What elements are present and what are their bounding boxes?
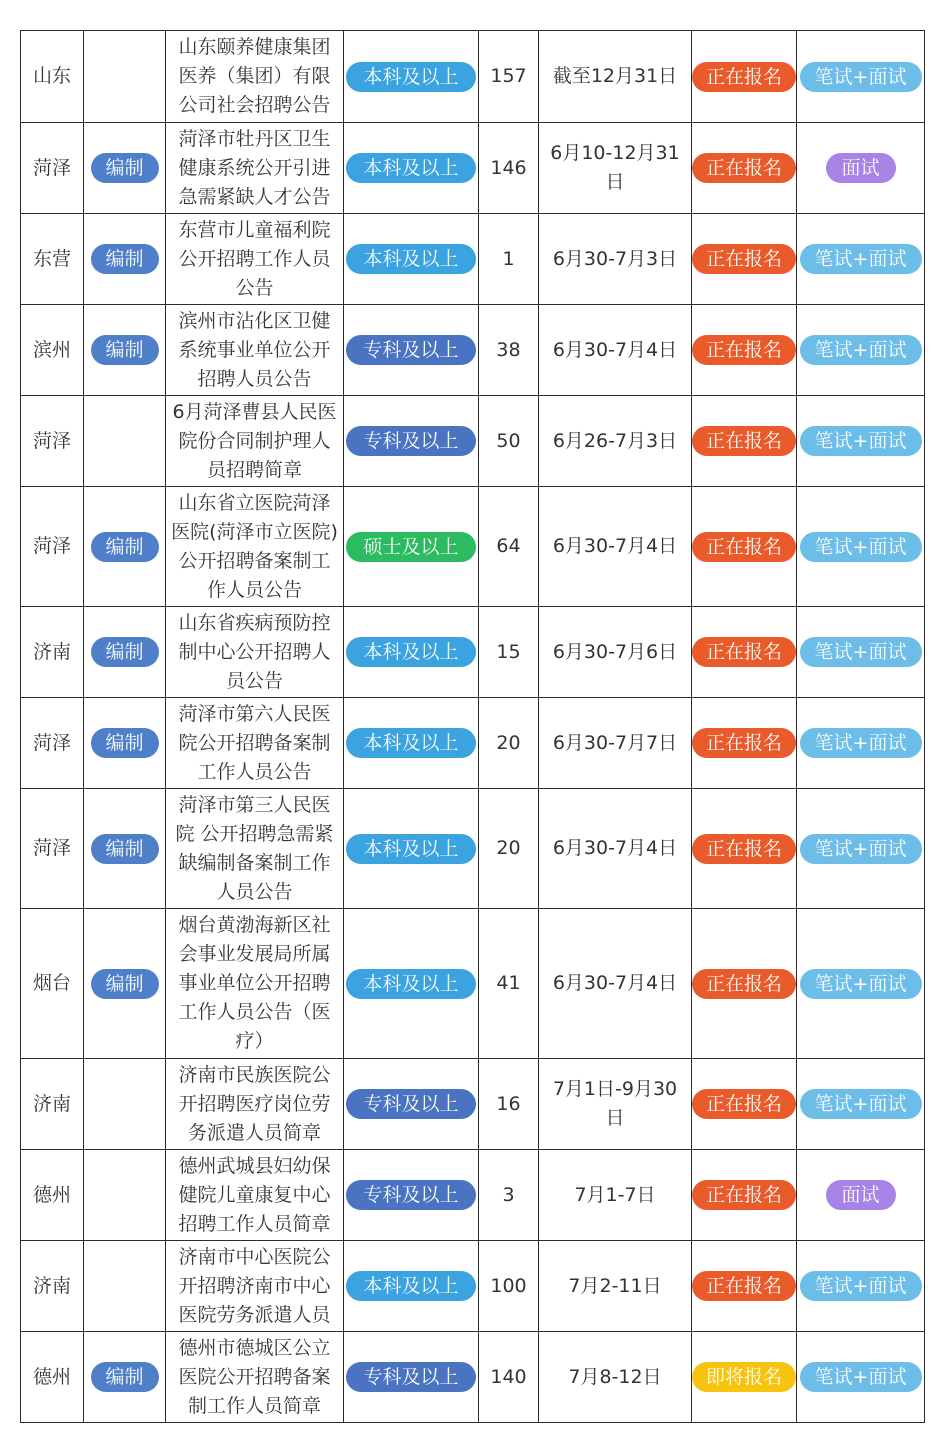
exam-badge: 面试 (826, 153, 896, 183)
bianzhi-badge: 编制 (91, 1362, 159, 1392)
exam-cell (797, 698, 925, 789)
exam-badge: 笔试+面试 (800, 532, 922, 562)
exam-cell (797, 31, 925, 123)
education-cell (344, 1150, 479, 1241)
date-cell (539, 1059, 692, 1150)
bianzhi-cell (84, 305, 166, 396)
announcement-link[interactable]: 东营市儿童福利院公开招聘工作人员公告 (178, 218, 331, 299)
exam-cell (797, 909, 925, 1059)
announcement-link[interactable]: 山东颐养健康集团医养（集团）有限公司社会招聘公告 (178, 36, 331, 116)
education-cell (344, 487, 479, 607)
education-badge: 本科及以上 (346, 834, 476, 864)
bianzhi-badge: 编制 (91, 335, 159, 365)
region-text: 济南 (32, 640, 71, 663)
education-cell (344, 909, 479, 1059)
status-cell (692, 487, 797, 607)
date-text: 6月30-7月4日 (552, 535, 678, 557)
table-row (21, 396, 925, 487)
count-text: 146 (490, 156, 527, 179)
exam-badge: 面试 (826, 1180, 896, 1210)
title-cell (166, 1241, 344, 1332)
announcement-link[interactable]: 济南市民族医院公开招聘医疗岗位劳务派遣人员简章 (178, 1063, 331, 1144)
title-cell (166, 1150, 344, 1241)
exam-cell (797, 1332, 925, 1423)
exam-cell (797, 1150, 925, 1241)
title-cell (166, 31, 344, 123)
region-text: 东营 (32, 247, 71, 270)
region-text: 菏泽 (32, 837, 71, 859)
education-badge: 专科及以上 (346, 1089, 476, 1119)
exam-badge: 笔试+面试 (800, 1089, 922, 1119)
announcement-link[interactable]: 烟台黄渤海新区社会事业发展局所属事业单位公开招聘工作人员公告（医疗） (178, 914, 331, 1052)
date-text: 6月30-7月4日 (552, 837, 678, 859)
bianzhi-badge: 编制 (91, 637, 159, 667)
status-cell (692, 789, 797, 909)
region-text: 山东 (32, 65, 71, 87)
status-cell (692, 698, 797, 789)
count-cell (479, 789, 539, 909)
exam-cell (797, 123, 925, 214)
exam-badge: 笔试+面试 (800, 244, 922, 274)
table-row (21, 909, 925, 1059)
region-text: 德州 (32, 1365, 71, 1388)
education-cell (344, 1241, 479, 1332)
education-cell (344, 305, 479, 396)
title-cell (166, 698, 344, 789)
date-cell (539, 396, 692, 487)
status-badge: 正在报名 (692, 532, 796, 562)
region-cell (21, 396, 84, 487)
count-cell (479, 1150, 539, 1241)
bianzhi-cell (84, 607, 166, 698)
status-cell (692, 1241, 797, 1332)
exam-cell (797, 1241, 925, 1332)
region-text: 滨州 (32, 338, 71, 361)
exam-cell (797, 396, 925, 487)
date-text: 6月30-7月4日 (552, 338, 678, 361)
region-cell (21, 1059, 84, 1150)
announcement-link[interactable]: 菏泽市牡丹区卫生健康系统公开引进急需紧缺人才公告 (178, 127, 331, 208)
education-cell (344, 214, 479, 305)
status-badge: 正在报名 (692, 244, 796, 274)
bianzhi-badge: 编制 (91, 532, 159, 562)
exam-badge: 笔试+面试 (800, 335, 922, 365)
bianzhi-cell (84, 698, 166, 789)
region-cell (21, 1150, 84, 1241)
education-badge: 专科及以上 (346, 335, 476, 365)
date-cell (539, 909, 692, 1059)
announcement-link[interactable]: 济南市中心医院公开招聘济南市中心医院劳务派遣人员 (178, 1245, 331, 1326)
status-cell (692, 1332, 797, 1423)
status-cell (692, 909, 797, 1059)
status-cell (692, 31, 797, 123)
status-badge: 正在报名 (692, 637, 796, 667)
region-cell (21, 1241, 84, 1332)
bianzhi-badge: 编制 (91, 728, 159, 758)
bianzhi-cell (84, 487, 166, 607)
exam-cell (797, 607, 925, 698)
date-text: 6月30-7月3日 (552, 247, 678, 270)
date-text: 6月30-7月6日 (552, 640, 678, 663)
date-cell (539, 31, 692, 123)
bianzhi-cell (84, 1241, 166, 1332)
table-row (21, 214, 925, 305)
date-cell (539, 487, 692, 607)
region-cell (21, 909, 84, 1059)
count-cell (479, 487, 539, 607)
region-cell (21, 305, 84, 396)
count-text: 16 (496, 1092, 521, 1115)
region-text: 德州 (32, 1183, 71, 1206)
count-text: 20 (496, 731, 521, 754)
table-body (21, 31, 925, 1423)
date-text: 6月10-12月31日 (550, 142, 680, 193)
announcement-link[interactable]: 德州武城县妇幼保健院儿童康复中心招聘工作人员简章 (178, 1154, 331, 1235)
title-cell (166, 305, 344, 396)
count-cell (479, 607, 539, 698)
title-cell (166, 214, 344, 305)
education-cell (344, 607, 479, 698)
region-text: 菏泽 (32, 156, 71, 179)
status-badge: 正在报名 (692, 1089, 796, 1119)
region-cell (21, 1332, 84, 1423)
exam-cell (797, 789, 925, 909)
count-text: 3 (502, 1183, 515, 1206)
education-badge: 本科及以上 (346, 637, 476, 667)
date-cell (539, 1150, 692, 1241)
announcement-link[interactable]: 山东省疾病预防控制中心公开招聘人员公告 (178, 611, 331, 692)
bianzhi-cell (84, 31, 166, 123)
status-cell (692, 396, 797, 487)
count-cell (479, 123, 539, 214)
status-cell (692, 123, 797, 214)
status-cell (692, 1059, 797, 1150)
table-row (21, 305, 925, 396)
exam-cell (797, 1059, 925, 1150)
region-cell (21, 214, 84, 305)
count-text: 64 (496, 535, 521, 557)
region-text: 菏泽 (32, 535, 71, 557)
status-cell (692, 1150, 797, 1241)
date-text: 6月30-7月7日 (552, 731, 678, 754)
bianzhi-cell (84, 1150, 166, 1241)
date-cell (539, 789, 692, 909)
date-text: 截至12月31日 (552, 65, 678, 87)
education-badge: 本科及以上 (346, 153, 476, 183)
date-text: 7月1日-9月30日 (552, 1078, 678, 1129)
status-badge: 正在报名 (692, 426, 796, 456)
date-text: 7月2-11日 (568, 1274, 662, 1297)
table-row (21, 123, 925, 214)
date-cell (539, 1332, 692, 1423)
exam-cell (797, 214, 925, 305)
region-cell (21, 123, 84, 214)
status-cell (692, 214, 797, 305)
announcement-link[interactable]: 滨州市沾化区卫健系统事业单位公开招聘人员公告 (178, 309, 331, 390)
exam-cell (797, 487, 925, 607)
education-cell (344, 1332, 479, 1423)
date-text: 7月8-12日 (568, 1365, 662, 1388)
exam-badge: 笔试+面试 (800, 834, 922, 864)
education-badge: 专科及以上 (346, 1180, 476, 1210)
title-cell (166, 487, 344, 607)
table-row (21, 31, 925, 123)
region-cell (21, 487, 84, 607)
region-text: 菏泽 (32, 429, 71, 452)
region-text: 菏泽 (32, 731, 71, 754)
announcement-link[interactable]: 菏泽市第三人民医院 公开招聘急需紧缺编制备案制工作人员公告 (175, 793, 334, 903)
count-text: 1 (502, 247, 515, 270)
announcement-link[interactable]: 山东省立医院菏泽医院(菏泽市立医院)公开招聘备案制工作人员公告 (171, 491, 338, 601)
title-cell (166, 607, 344, 698)
bianzhi-badge: 编制 (91, 834, 159, 864)
table-row (21, 1241, 925, 1332)
count-cell (479, 396, 539, 487)
table-row (21, 487, 925, 607)
table-row (21, 1332, 925, 1423)
count-cell (479, 698, 539, 789)
status-badge: 正在报名 (692, 153, 796, 183)
count-cell (479, 1059, 539, 1150)
education-cell (344, 123, 479, 214)
region-cell (21, 31, 84, 123)
bianzhi-cell (84, 396, 166, 487)
count-text: 157 (490, 65, 527, 87)
date-cell (539, 123, 692, 214)
education-cell (344, 1059, 479, 1150)
date-cell (539, 1241, 692, 1332)
bianzhi-cell (84, 1332, 166, 1423)
count-cell (479, 305, 539, 396)
region-text: 济南 (32, 1092, 71, 1115)
status-badge: 正在报名 (692, 1180, 796, 1210)
date-cell (539, 698, 692, 789)
bianzhi-badge: 编制 (91, 969, 159, 999)
status-badge: 正在报名 (692, 969, 796, 999)
count-cell (479, 31, 539, 123)
region-text: 济南 (32, 1274, 71, 1297)
count-text: 20 (496, 837, 521, 859)
status-badge: 正在报名 (692, 834, 796, 864)
status-cell (692, 305, 797, 396)
education-badge: 本科及以上 (346, 62, 476, 92)
title-cell (166, 789, 344, 909)
exam-badge: 笔试+面试 (800, 637, 922, 667)
education-badge: 专科及以上 (346, 426, 476, 456)
count-cell (479, 1332, 539, 1423)
count-text: 140 (490, 1365, 527, 1388)
date-cell (539, 305, 692, 396)
status-badge: 正在报名 (692, 335, 796, 365)
table-row (21, 1150, 925, 1241)
count-text: 41 (496, 972, 521, 994)
region-cell (21, 789, 84, 909)
education-cell (344, 789, 479, 909)
region-text: 烟台 (32, 972, 71, 994)
status-cell (692, 607, 797, 698)
recruitment-table (20, 30, 925, 1423)
title-cell (166, 1059, 344, 1150)
education-cell (344, 698, 479, 789)
education-badge: 本科及以上 (346, 728, 476, 758)
table-row (21, 1059, 925, 1150)
exam-badge: 笔试+面试 (800, 62, 922, 92)
date-text: 7月1-7日 (574, 1183, 656, 1206)
bianzhi-cell (84, 1059, 166, 1150)
announcement-link[interactable]: 德州市德城区公立医院公开招聘备案制工作人员简章 (178, 1336, 331, 1417)
bianzhi-cell (84, 214, 166, 305)
education-badge: 本科及以上 (346, 244, 476, 274)
status-badge: 正在报名 (692, 62, 796, 92)
status-badge: 正在报名 (692, 1271, 796, 1301)
status-badge: 即将报名 (692, 1362, 796, 1392)
count-cell (479, 214, 539, 305)
title-cell (166, 1332, 344, 1423)
table-row (21, 789, 925, 909)
count-cell (479, 1241, 539, 1332)
recruitment-table-container (20, 30, 925, 1423)
title-cell (166, 396, 344, 487)
date-text: 6月26-7月3日 (552, 429, 678, 452)
title-cell (166, 909, 344, 1059)
announcement-link[interactable]: 菏泽市第六人民医院公开招聘备案制工作人员公告 (178, 702, 331, 783)
exam-cell (797, 305, 925, 396)
count-text: 50 (496, 429, 521, 452)
education-badge: 本科及以上 (346, 1271, 476, 1301)
education-cell (344, 396, 479, 487)
exam-badge: 笔试+面试 (800, 1362, 922, 1392)
education-cell (344, 31, 479, 123)
count-text: 38 (496, 338, 521, 361)
bianzhi-cell (84, 123, 166, 214)
education-badge: 本科及以上 (346, 969, 476, 999)
date-text: 6月30-7月4日 (552, 972, 678, 994)
title-cell (166, 123, 344, 214)
bianzhi-badge: 编制 (91, 244, 159, 274)
date-cell (539, 214, 692, 305)
status-badge: 正在报名 (692, 728, 796, 758)
table-row (21, 607, 925, 698)
exam-badge: 笔试+面试 (800, 728, 922, 758)
region-cell (21, 607, 84, 698)
exam-badge: 笔试+面试 (800, 1271, 922, 1301)
exam-badge: 笔试+面试 (800, 969, 922, 999)
count-text: 100 (490, 1274, 527, 1297)
date-cell (539, 607, 692, 698)
count-text: 15 (496, 640, 521, 663)
education-badge: 硕士及以上 (346, 532, 476, 562)
region-cell (21, 698, 84, 789)
exam-badge: 笔试+面试 (800, 426, 922, 456)
bianzhi-badge: 编制 (91, 153, 159, 183)
table-row (21, 698, 925, 789)
bianzhi-cell (84, 909, 166, 1059)
bianzhi-cell (84, 789, 166, 909)
count-cell (479, 909, 539, 1059)
announcement-link[interactable]: 6月菏泽曹县人民医院份合同制护理人员招聘简章 (172, 400, 337, 481)
education-badge: 专科及以上 (346, 1362, 476, 1392)
